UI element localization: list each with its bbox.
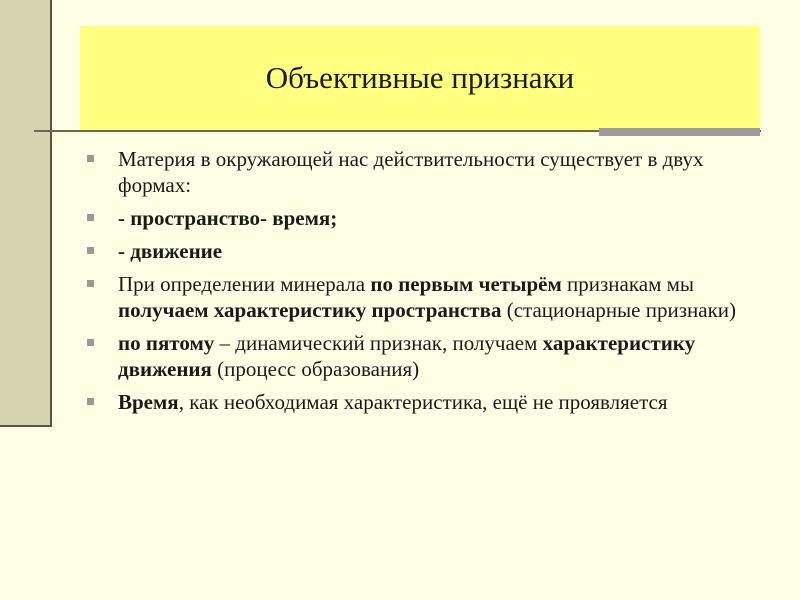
square-bullet-icon xyxy=(87,214,94,221)
square-bullet-icon xyxy=(87,280,94,287)
bullet-text-bold: Время xyxy=(118,390,179,414)
bullet-text-bold: получаем характеристику пространства xyxy=(118,298,502,322)
bullet-text-bold: по первым четырём xyxy=(370,272,562,296)
bullet-text: (процесс образования) xyxy=(211,357,420,381)
bullet-item xyxy=(118,271,758,323)
bullet-item xyxy=(118,205,758,231)
left-decorative-band xyxy=(0,0,52,427)
bullet-text-bold: по пятому xyxy=(118,331,215,355)
bullet-item xyxy=(118,146,758,198)
bullet-text: признакам мы xyxy=(561,272,695,296)
slide-title: Объективные признаки xyxy=(265,60,575,95)
square-bullet-icon xyxy=(87,247,94,254)
bullet-text: , как необходимая характеристика, ещё не проявляется xyxy=(178,390,668,414)
bullet-list xyxy=(118,146,758,422)
square-bullet-icon xyxy=(87,398,94,405)
bullet-item xyxy=(118,330,758,382)
square-bullet-icon xyxy=(87,155,94,162)
bullet-text-bold: - движение xyxy=(118,239,223,263)
bullet-text: Материя в окружающей нас действительности существует в двух формах: xyxy=(118,147,704,197)
bullet-text: При определении минерала xyxy=(118,272,371,296)
title-divider-accent xyxy=(599,128,760,136)
bullet-text-bold: - пространство- время; xyxy=(118,206,338,230)
bullet-item xyxy=(118,389,758,415)
bullet-text: (стационарные признаки) xyxy=(501,298,737,322)
square-bullet-icon xyxy=(87,339,94,346)
bullet-text: – динамический признак, получаем xyxy=(214,331,543,355)
bullet-item xyxy=(118,238,758,264)
bullet-text-bold: характеристику движения xyxy=(118,331,696,381)
